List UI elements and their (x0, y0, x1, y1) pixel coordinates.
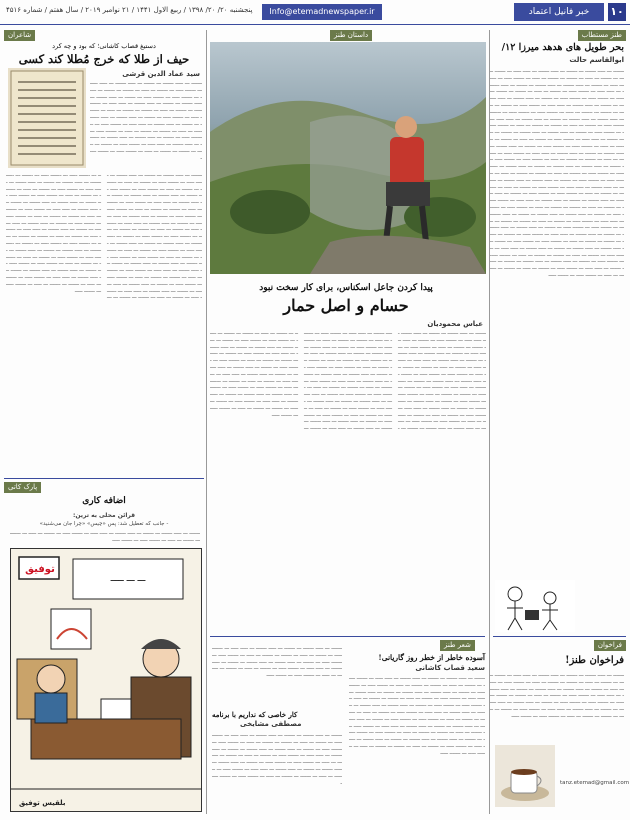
divider (4, 478, 204, 479)
left-headline-sub: دستیغ قصاب کاشانی؛ که بود و چه کرد (52, 42, 156, 50)
section-tab: فراخوان (594, 640, 626, 651)
manuscript-image (8, 68, 86, 168)
poem-title: آسوده خاطر از خطر روز گاریانی! (378, 653, 485, 662)
cartoon-intro-1: قرائن محلی به ترین: (72, 512, 136, 519)
poem2-title: کار خاصی که نداریم با برنامه (212, 710, 298, 719)
left-article-intro: ـــــــ ـــ ـــــ ـــــــ ـــ ـــــــ ـــ ـــــ ـــــــ ـــ ـــــ ـــــ ـــ ـــــــ ـــــ ـــ ـــــــ ـــ ـــــ ـــ ـــــــ ـــ ـــــــ ـــ ـــــ ـــ ـــــــ ـــــ ـــ ـــــــ ـــــ ـــ ـــــــ ـــ ـــــ ـــــــ ـــ ـــــ ـــــــ ـــ ـــــــ ـــ ـــــ ـــــــ ـــ ـــــ ـــــ ـــ ـــــــ ـــــ ـــ ـــــــ ـــ ـــــ ـــ ـــــــ ـــ ـــــــ ـــ ـــــ ـــ ـــــــ ـــــ ـــ ـــــــ ـــــ ـــ ـــــــ ـــ ـــــ ـــــــ ـــ ـــــ ـــــــ ـــ ـــــــ ـــ ـــــ ـــــــ ـــ ـــــ ـــــ ـــ ـــــــ ـــــ ـــ ـــــــ ـــ ـــــ ـــ ـــــــ ـــ ـــــــ ـــ ـــــ ـــ ـــــــ ـــــ ـــ ـــــــ ـــــ ـــ ـــــــ ـــ ـــــ ـــــــ ـــ ـــــ ـــــــ ـــ ـــــــ ـــ ـــــ ـــــــ ـــ ـــــ ـــــ ـــ ـــــــ ـــــ ـــ ـــــــ ـــ ـــــ ـــ ـــــــ ـــ ـــــــ ـــ ـــــ ـــ ـــــــ ـــــ ـــ ـــــــ ـــــ (90, 80, 202, 161)
headline-main: حسام و اصل حمار (283, 296, 409, 315)
cartoon-sign: توفیق (25, 564, 55, 575)
article-body: ـــــــ ـــ ـــــ ـــــــ ـــ ـــــــ ـــ ـــــ ـــــــ ـــ ـــــ ـــــ ـــ ـــــــ ـــــ ـــ ـــــــ ـــ ـــــ ـــ ـــــــ ـــ ـــــــ ـــ ـــــ ـــ ـــــــ ـــــ ـــ ـــــــ ـــــ ـــ ـــــــ ـــ ـــــ ـــــــ ـــ ـــــ ـــــــ ـــ ـــــــ ـــ ـــــ ـــــــ ـــ ـــــ ـــــ ـــ ـــــــ ـــــ ـــ ـــــــ ـــ ـــــ ـــ ـــــــ ـــ ـــــــ ـــ ـــــ ـــ ـــــــ ـــــ ـــ ـــــــ ـــــ ـــ ـــــــ ـــ ـــــ ـــــــ ـــ ـــــ ـــــــ ـــ ـــــــ ـــ ـــــ ـــــــ ـــ ـــــ ـــــ ـــ ـــــــ ـــــ ـــ ـــــــ ـــ ـــــ ـــ ـــــــ ـــ ـــــــ ـــ ـــــ ـــ ـــــــ ـــــ ـــ ـــــــ ـــــ ـــ ـــــــ ـــ ـــــ ـــــــ ـــ ـــــ ـــــــ ـــ ـــــــ ـــ ـــــ ـــــــ ـــ ـــــ ـــــ ـــ ـــــــ ـــــ ـــ ـــــــ ـــ ـــــ ـــ ـــــــ ـــ ـــــــ ـــ ـــــ ـــ ـــــــ ـــــ ـــ ـــــــ ـــــ ـــ ـــــــ ـــ ـــــ ـــــــ ـــ ـــــ ـــــــ ـــ ـــــــ ـــ ـــــ ـــــــ ـــ ـــــ ـــــ ـــ ـــــــ ـــــ ـــ ـــــــ ـــ ـــــ ـــ ـــــــ ـــ ـــــــ ـــ ـــــ ـــ ـــــــ ـــــ ـــ ـــــــ ـــــ ـــ ـــــــ ـــ ـــــ ـــــــ ـــ ـــــ ـــــــ ـــ ـــــــ ـــ ـــــ ـــــــ ـــ ـــــ ـــــ ـــ ـــــــ ـــــ ـــ ـــــــ ـــ ـــــ ـــ ـــــــ ـــ ـــــــ ـــ ـــــ ـــ ـــــــ ـــــ ـــ ـــــــ ـــــ ـــ ـــــــ ـــ ـــــ ـــــــ ـــ ـــــ ـــــــ ـــ ـــــــ ـــ ـــــ ـــــــ ـــ ـــــ ـــــ ـــ ـــــــ ـــــ ـــ ـــــــ ـــ ـــــ ـــ ـــــــ ـــ ـــــــ ـــ ـــــ ـــ ـــــــ ـــــ ـــ ـــــــ ـــــ ـــ ـــــــ ـــ ـــــ ـــــــ ـــ ـــــ ـــــــ ـــ ـــــــ ـــ ـــــ ـــــــ ـــ ـــــ ـــــ ـــ ـــــــ ـــــ ـــ ـــــــ ـــ ـــــ ـــ ـــــــ ـــ ـــــــ ـــ ـــــ ـــ ـــــــ ـــــ ـــ ـــــــ ـــــ ـــ ـــــــ ـــ ـــــ ـــــــ ـــ ـــــ ـــــــ ـــ ـــــــ ـــ ـــــ ـــــــ ـــ ـــــ ـــــ ـــ ـــــــ ـــــ ـــ ـــــــ ـــ ـــــ ـــ ـــــــ ـــ ـــــــ ـــ ـــــ ـــ ـــــــ ـــــ ـــ ـــــــ ـــــ ـــ ـــــــ ـــ ـــــ ـــــــ ـــ ـــــ ـــــــ ـــ ـــــــ ـــ ـــــ ـــــــ ـــ ـــــ ـــــ ـــ ـــــــ ـــــ ـــ ـــــــ ـــ ـــــ ـــ ـــــــ ـــ ـــــــ ـــ ـــــ ـــ ـــــــ ـــــ ـــ ـــــــ ـــــ ـــ ـــــــ ـــ ـــــ ـــــــ ـــ ـــــ ـــــــ ـــ ـــــــ ـــ ـــــ ـــــــ ـــ ـــــ ـــــ ـــ ـــــــ ـــــ ـــ ـــــــ ـــ ـــــ ـــ ـــــــ ـــ ـــــــ ـــ ـــــ ـــ ـــــــ ـــــ ـــ ـــــــ ـــــ ـــ ـــــــ ـــ ـــــ ـــــــ ـــ ـــــ ـــــــ ـــ ـــــــ ـــ ـــــ ـــــــ ـــ ـــــ ـــــ ـــ ـــــــ ـــــ ـــ ـــــــ ـــ ـــــ ـــ ـــــــ ـــ ـــــــ ـــ ـــــ ـــ ـــــــ ـــــ ـــ ـــــــ ـــــ ـــ ـــــــ ـــ ـــــ ـــــــ ـــ ـــــ ـــــــ ـــ ـــــــ ـــ ـــــ ـــــــ ـــ ـــــ ـــــ ـــ ـــــــ ـــــ ـــ ـــــــ ـــ ـــــ ـــ ـــــــ ـــ ـــــــ ـــ ـــــ ـــ ـــــــ ـــــ ـــ ـــــــ ـــــ (490, 68, 624, 278)
section-tab: طنز مستطاب (578, 30, 626, 41)
article-author: ابوالقاسم حالت (569, 56, 624, 64)
column-divider (206, 30, 207, 814)
section-tab: شعر طنز (440, 640, 475, 651)
left-article-body: ـــــــ ـــ ـــــ ـــــــ ـــ ـــــــ ـــ ـــــ ـــــــ ـــ ـــــ ـــــ ـــ ـــــــ ـــــ ـــ ـــــــ ـــ ـــــ ـــ ـــــــ ـــ ـــــــ ـــ ـــــ ـــ ـــــــ ـــــ ـــ ـــــــ ـــــ ـــ ـــــــ ـــ ـــــ ـــــــ ـــ ـــــ ـــــــ ـــ ـــــــ ـــ ـــــ ـــــــ ـــ ـــــ ـــــ ـــ ـــــــ ـــــ ـــ ـــــــ ـــ ـــــ ـــ ـــــــ ـــ ـــــــ ـــ ـــــ ـــ ـــــــ ـــــ ـــ ـــــــ ـــــ ـــ ـــــــ ـــ ـــــ ـــــــ ـــ ـــــ ـــــــ ـــ ـــــــ ـــ ـــــ ـــــــ ـــ ـــــ ـــــ ـــ ـــــــ ـــــ ـــ ـــــــ ـــ ـــــ ـــ ـــــــ ـــ ـــــــ ـــ ـــــ ـــ ـــــــ ـــــ ـــ ـــــــ ـــــ ـــ ـــــــ ـــ ـــــ ـــــــ ـــ ـــــ ـــــــ ـــ ـــــــ ـــ ـــــ ـــــــ ـــ ـــــ ـــــ ـــ ـــــــ ـــــ ـــ ـــــــ ـــ ـــــ ـــ ـــــــ ـــ ـــــــ ـــ ـــــ ـــ ـــــــ ـــــ ـــ ـــــــ ـــــ ـــ ـــــــ ـــ ـــــ ـــــــ ـــ ـــــ ـــــــ ـــ ـــــــ ـــ ـــــ ـــــــ ـــ ـــــ ـــــ ـــ ـــــــ ـــــ ـــ ـــــــ ـــ ـــــ ـــ ـــــــ ـــ ـــــــ ـــ ـــــ ـــ ـــــــ ـــــ ـــ ـــــــ ـــــ ـــ ـــــــ ـــ ـــــ ـــــــ ـــ ـــــ ـــــــ ـــ ـــــــ ـــ ـــــ ـــــــ ـــ ـــــ ـــــ ـــ ـــــــ ـــــ ـــ ـــــــ ـــ ـــــ ـــ ـــــــ ـــ ـــــــ ـــ ـــــ ـــ ـــــــ ـــــ ـــ ـــــــ ـــــ ـــ ـــــــ ـــ ـــــ ـــــــ ـــ ـــــ ـــــــ ـــ ـــــــ ـــ ـــــ ـــــــ ـــ ـــــ ـــــ ـــ ـــــــ ـــــ ـــ ـــــــ ـــ ـــــ ـــ ـــــــ ـــ ـــــــ ـــ ـــــ ـــ ـــــــ ـــــ ـــ ـــــــ ـــــ ـــ ـــــــ ـــ ـــــ ـــــــ ـــ ـــــ ـــــــ ـــ ـــــــ ـــ ـــــ ـــــــ ـــ ـــــ ـــــ ـــ ـــــــ ـــــ ـــ ـــــــ ـــ ـــــ ـــ ـــــــ ـــ ـــــــ ـــ ـــــ ـــ ـــــــ ـــــ ـــ ـــــــ ـــــ ـــ ـــــــ ـــ ـــــ ـــــــ ـــ ـــــ ـــــــ ـــ ـــــــ ـــ ـــــ ـــــــ ـــ ـــــ ـــــ ـــ ـــــــ ـــــ ـــ ـــــــ ـــ ـــــ ـــ ـــــــ ـــ ـــــــ ـــ ـــــ ـــ ـــــــ ـــــ ـــ ـــــــ ـــــ ـــ ـــــــ ـــ ـــــ ـــــــ ـــ ـــــ ـــــــ ـــ ـــــــ ـــ ـــــ ـــــــ ـــ ـــــ ـــــ ـــ ـــــــ ـــــ ـــ ـــــــ ـــ ـــــ ـــ ـــــــ ـــ ـــــــ ـــ ـــــ ـــ ـــــــ ـــــ ـــ ـــــــ ـــــ ـــ ـــــــ ـــ ـــــ ـــــــ ـــ ـــــ ـــــــ ـــ ـــــــ ـــ ـــــ ـــــــ ـــ ـــــ ـــــ ـــ ـــــــ ـــــ ـــ ـــــــ ـــ ـــــ ـــ ـــــــ ـــ ـــــــ ـــ ـــــ ـــ ـــــــ ـــــ ـــ ـــــــ ـــــ (6, 172, 202, 301)
date-line: پنجشنبه ۲۰/ ۲۰/ ۱۳۹۸ / ربیع الاول ۱۴۴۱ / ۲۱ نوامبر ۲۰۱۹ / سال هفتم / شماره ۴۵۱۶ (6, 6, 253, 14)
story-body: ـــــــ ـــ ـــــ ـــــــ ـــ ـــــــ ـــ ـــــ ـــــــ ـــ ـــــ ـــــ ـــ ـــــــ ـــــ ـــ ـــــــ ـــ ـــــ ـــ ـــــــ ـــ ـــــــ ـــ ـــــ ـــ ـــــــ ـــــ ـــ ـــــــ ـــــ ـــ ـــــــ ـــ ـــــ ـــــــ ـــ ـــــ ـــــــ ـــ ـــــــ ـــ ـــــ ـــــــ ـــ ـــــ ـــــ ـــ ـــــــ ـــــ ـــ ـــــــ ـــ ـــــ ـــ ـــــــ ـــ ـــــــ ـــ ـــــ ـــ ـــــــ ـــــ ـــ ـــــــ ـــــ ـــ ـــــــ ـــ ـــــ ـــــــ ـــ ـــــ ـــــــ ـــ ـــــــ ـــ ـــــ ـــــــ ـــ ـــــ ـــــ ـــ ـــــــ ـــــ ـــ ـــــــ ـــ ـــــ ـــ ـــــــ ـــ ـــــــ ـــ ـــــ ـــ ـــــــ ـــــ ـــ ـــــــ ـــــ ـــ ـــــــ ـــ ـــــ ـــــــ ـــ ـــــ ـــــــ ـــ ـــــــ ـــ ـــــ ـــــــ ـــ ـــــ ـــــ ـــ ـــــــ ـــــ ـــ ـــــــ ـــ ـــــ ـــ ـــــــ ـــ ـــــــ ـــ ـــــ ـــ ـــــــ ـــــ ـــ ـــــــ ـــــ ـــ ـــــــ ـــ ـــــ ـــــــ ـــ ـــــ ـــــــ ـــ ـــــــ ـــ ـــــ ـــــــ ـــ ـــــ ـــــ ـــ ـــــــ ـــــ ـــ ـــــــ ـــ ـــــ ـــ ـــــــ ـــ ـــــــ ـــ ـــــ ـــ ـــــــ ـــــ ـــ ـــــــ ـــــ ـــ ـــــــ ـــ ـــــ ـــــــ ـــ ـــــ ـــــــ ـــ ـــــــ ـــ ـــــ ـــــــ ـــ ـــــ ـــــ ـــ ـــــــ ـــــ ـــ ـــــــ ـــ ـــــ ـــ ـــــــ ـــ ـــــــ ـــ ـــــ ـــ ـــــــ ـــــ ـــ ـــــــ ـــــ ـــ ـــــــ ـــ ـــــ ـــــــ ـــ ـــــ ـــــــ ـــ ـــــــ ـــ ـــــ ـــــــ ـــ ـــــ ـــــ ـــ ـــــــ ـــــ ـــ ـــــــ ـــ ـــــ ـــ ـــــــ ـــ ـــــــ ـــ ـــــ ـــ ـــــــ ـــــ ـــ ـــــــ ـــــ ـــ ـــــــ ـــ ـــــ ـــــــ ـــ ـــــ ـــــــ ـــ ـــــــ ـــ ـــــ ـــــــ ـــ ـــــ ـــــ ـــ ـــــــ ـــــ ـــ ـــــــ ـــ ـــــ ـــ ـــــــ ـــ ـــــــ ـــ ـــــ ـــ ـــــــ ـــــ ـــ ـــــــ ـــــ ـــ ـــــــ ـــ ـــــ ـــــــ ـــ ـــــ ـــــــ ـــ ـــــــ ـــ ـــــ ـــــــ ـــ ـــــ ـــــ ـــ ـــــــ ـــــ ـــ ـــــــ ـــ ـــــ ـــ ـــــــ ـــ ـــــــ ـــ ـــــ ـــ ـــــــ ـــــ ـــ ـــــــ ـــــ ـــ ـــــــ ـــ ـــــ ـــــــ ـــ ـــــ ـــــــ ـــ ـــــــ ـــ ـــــ ـــــــ ـــ ـــــ ـــــ ـــ ـــــــ ـــــ ـــ ـــــــ ـــ ـــــ ـــ ـــــــ ـــ ـــــــ ـــ ـــــ ـــ ـــــــ ـــــ ـــ ـــــــ ـــــ ـــ ـــــــ ـــ ـــــ ـــــــ ـــ ـــــ ـــــــ ـــ ـــــــ ـــ ـــــ ـــــــ ـــ ـــــ ـــــ ـــ ـــــــ ـــــ ـــ ـــــــ ـــ ـــــ ـــ ـــــــ ـــ ـــــــ ـــ ـــــ ـــ ـــــــ ـــــ ـــ ـــــــ ـــــ ـــ ـــــــ ـــ ـــــ ـــــــ ـــ ـــــ ـــــــ ـــ ـــــــ ـــ ـــــ ـــــــ ـــ ـــــ ـــــ ـــ ـــــــ ـــــ ـــ ـــــــ ـــ ـــــ ـــ ـــــــ ـــ ـــــــ ـــ ـــــ ـــ ـــــــ ـــــ ـــ ـــــــ ـــــ (210, 330, 486, 432)
cartoon-illustration (10, 548, 202, 812)
cartoon-intro-body: ـــــــ ـــ ـــــ ـــــــ ـــ ـــــــ ـــ ـــــ ـــــــ ـــ ـــــ ـــــ ـــ ـــــــ ـــــ ـــ ـــــــ ـــ ـــــ ـــ ـــــــ ـــ ـــــــ ـــ ـــــ ـــ ـــــــ ـــــ ـــ ـــــــ ـــــ (10, 530, 200, 543)
page-number: ۱۰ (608, 3, 626, 21)
story-author: عباس محمودیان (427, 320, 483, 328)
coffee-photo (495, 745, 555, 807)
poem-author: سعید قصاب کاشانی (415, 664, 485, 672)
small-cartoon (495, 580, 575, 632)
left-headline-main: حیف از طلا که خرج مُطلا کند کسی (18, 52, 190, 66)
page-header (0, 0, 630, 26)
section-banner: خبر فانیل اعتماد (514, 3, 604, 21)
left-article-author: سید عماد الدین قرشی (122, 70, 200, 78)
section-tab: شاعران (4, 30, 35, 41)
cartoon-title: اضافه کاری (82, 496, 126, 506)
poem2-top: ـــــــ ـــ ـــــ ـــــــ ـــ ـــــــ ـــ ـــــ ـــــــ ـــ ـــــ ـــــ ـــ ـــــــ ـــــ ـــ ـــــــ ـــ ـــــ ـــ ـــــــ ـــ ـــــــ ـــ ـــــ ـــ ـــــــ ـــــ ـــ ـــــــ ـــــ ـــ ـــــــ ـــ ـــــ ـــــــ ـــ ـــــ ـــــــ ـــ ـــــــ ـــ ـــــ ـــــــ ـــ ـــــ ـــــ ـــ ـــــــ ـــــ ـــ ـــــــ ـــ ـــــ ـــ ـــــــ ـــ ـــــــ ـــ ـــــ ـــ ـــــــ ـــــ ـــ ـــــــ ـــــ (212, 645, 342, 679)
email-address: Info@etemadnewspaper.ir (262, 4, 382, 20)
svg-text:ـــ ـــ ـــــ: ـــ ـــ ـــــ (110, 574, 146, 584)
headline-sub: پیدا کردن جاعل اسکناس، برای کار سخت نبود (259, 283, 433, 293)
poem2-body: ـــــــ ـــ ـــــ ـــــــ ـــ ـــــــ ـــ ـــــ ـــــــ ـــ ـــــ ـــــ ـــ ـــــــ ـــــ ـــ ـــــــ ـــ ـــــ ـــ ـــــــ ـــ ـــــــ ـــ ـــــ ـــ ـــــــ ـــــ ـــ ـــــــ ـــــ ـــ ـــــــ ـــ ـــــ ـــــــ ـــ ـــــ ـــــــ ـــ ـــــــ ـــ ـــــ ـــــــ ـــ ـــــ ـــــ ـــ ـــــــ ـــــ ـــ ـــــــ ـــ ـــــ ـــ ـــــــ ـــ ـــــــ ـــ ـــــ ـــ ـــــــ ـــــ ـــ ـــــــ ـــــ ـــ ـــــــ ـــ ـــــ ـــــــ ـــ ـــــ ـــــــ ـــ ـــــــ ـــ ـــــ ـــــــ ـــ ـــــ ـــــ ـــ ـــــــ ـــــ ـــ ـــــــ ـــ ـــــ ـــ ـــــــ ـــ ـــــــ ـــ ـــــ ـــ ـــــــ ـــــ ـــ ـــــــ ـــــ (212, 732, 342, 786)
divider (210, 636, 485, 637)
contact-email: tanz.etemad@gmail.com (560, 780, 630, 786)
divider (493, 636, 626, 637)
article-title: بحر طویل های هدهد میرزا ۱۲/ (501, 42, 624, 53)
cartoon-intro-2: - جانب که تعطیل شد: پس «چیس» «چرا جان می‌شنید» (39, 521, 169, 527)
story-illustration (210, 42, 486, 274)
cartoon-signature: بلقیس توفیق (19, 799, 66, 807)
callout-title: فراخوان طنز! (565, 655, 624, 666)
section-tab: پارک کاتی (4, 482, 41, 493)
poem-body: ـــــــ ـــ ـــــ ـــــــ ـــ ـــــــ ـــ ـــــ ـــــــ ـــ ـــــ ـــــ ـــ ـــــــ ـــــ ـــ ـــــــ ـــ ـــــ ـــ ـــــــ ـــ ـــــــ ـــ ـــــ ـــ ـــــــ ـــــ ـــ ـــــــ ـــــ ـــ ـــــــ ـــ ـــــ ـــــــ ـــ ـــــ ـــــــ ـــ ـــــــ ـــ ـــــ ـــــــ ـــ ـــــ ـــــ ـــ ـــــــ ـــــ ـــ ـــــــ ـــ ـــــ ـــ ـــــــ ـــ ـــــــ ـــ ـــــ ـــ ـــــــ ـــــ ـــ ـــــــ ـــــ ـــ ـــــــ ـــ ـــــ ـــــــ ـــ ـــــ ـــــــ ـــ ـــــــ ـــ ـــــ ـــــــ ـــ ـــــ ـــــ ـــ ـــــــ ـــــ ـــ ـــــــ ـــ ـــــ ـــ ـــــــ ـــ ـــــــ ـــ ـــــ ـــ ـــــــ ـــــ ـــ ـــــــ ـــــ ـــ ـــــــ ـــ ـــــ ـــــــ ـــ ـــــ ـــــــ ـــ ـــــــ ـــ ـــــ ـــــــ ـــ ـــــ ـــــ ـــ ـــــــ ـــــ ـــ ـــــــ ـــ ـــــ ـــ ـــــــ ـــ ـــــــ ـــ ـــــ ـــ ـــــــ ـــــ ـــ ـــــــ ـــــ ـــ ـــــــ ـــ ـــــ ـــــــ ـــ ـــــ ـــــــ ـــ ـــــــ ـــ ـــــ ـــــــ ـــ ـــــ ـــــ ـــ ـــــــ ـــــ ـــ ـــــــ ـــ ـــــ ـــ ـــــــ ـــ ـــــــ ـــ ـــــ ـــ ـــــــ ـــــ ـــ ـــــــ ـــــ (349, 675, 485, 756)
header-rule (0, 24, 630, 25)
section-tab: داستان طنز (330, 30, 372, 41)
poem2-author: مصطفی مشایخی (240, 720, 302, 728)
callout-body: ـــــــ ـــ ـــــ ـــــــ ـــ ـــــــ ـــ ـــــ ـــــــ ـــ ـــــ ـــــ ـــ ـــــــ ـــــ ـــ ـــــــ ـــ ـــــ ـــ ـــــــ ـــ ـــــــ ـــ ـــــ ـــ ـــــــ ـــــ ـــ ـــــــ ـــــ ـــ ـــــــ ـــ ـــــ ـــــــ ـــ ـــــ ـــــــ ـــ ـــــــ ـــ ـــــ ـــــــ ـــ ـــــ ـــــ ـــ ـــــــ ـــــ ـــ ـــــــ ـــ ـــــ ـــ ـــــــ ـــ ـــــــ ـــ ـــــ ـــ ـــــــ ـــــ ـــ ـــــــ ـــــ ـــ ـــــــ ـــ ـــــ ـــــــ ـــ ـــــ ـــــــ ـــ ـــــــ ـــ ـــــ ـــــــ ـــ ـــــ ـــــ ـــ ـــــــ ـــــ ـــ ـــــــ ـــ ـــــ ـــ ـــــــ ـــ ـــــــ ـــ ـــــ ـــ ـــــــ ـــــ ـــ ـــــــ ـــــ (490, 672, 624, 719)
